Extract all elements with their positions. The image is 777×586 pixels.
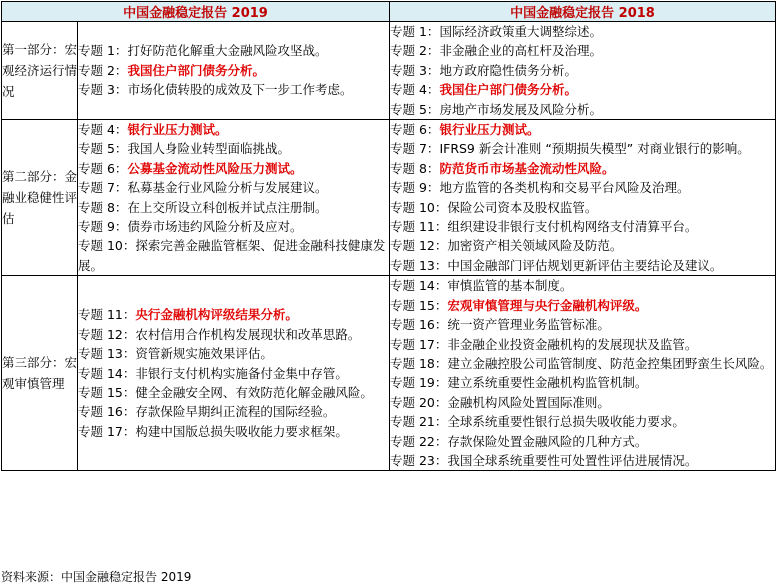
section-row-2 bbox=[2, 120, 776, 276]
report-comparison-table bbox=[1, 1, 776, 471]
topic-title: 统一资产管理业务监管标准。 bbox=[447, 317, 610, 333]
topic-number: 专题 14： bbox=[390, 278, 448, 294]
topic-number: 专题 20： bbox=[390, 394, 448, 410]
topic-item bbox=[390, 412, 775, 431]
topic-item bbox=[78, 120, 389, 139]
topic-item bbox=[390, 276, 775, 295]
topic-title: 在上交所设立科创板并试点注册制。 bbox=[127, 199, 328, 215]
topic-item bbox=[78, 325, 389, 344]
topic-title: 建立系统重要性金融机构监管机制。 bbox=[447, 375, 648, 391]
topic-item bbox=[78, 178, 389, 197]
topic-number: 专题 2： bbox=[78, 62, 128, 78]
topic-title-highlighted: 我国住户部门债务分析。 bbox=[439, 82, 577, 98]
topic-title: 全球系统重要性银行总损失吸收能力要求。 bbox=[447, 414, 685, 430]
topic-title: 探索完善金融监管框架、促进金融科技健康发展。 bbox=[78, 238, 386, 273]
header-row bbox=[2, 2, 776, 22]
topic-item bbox=[78, 217, 389, 236]
topic-title: 地方监管的各类机构和交易平台风险及治理。 bbox=[439, 180, 690, 196]
topic-number: 专题 12： bbox=[390, 238, 448, 254]
topic-item bbox=[390, 296, 775, 315]
topic-title: 地方政府隐性债务分析。 bbox=[439, 62, 577, 78]
topic-number: 专题 3： bbox=[390, 62, 440, 78]
topic-title: 存款保险早期纠正流程的国际经验。 bbox=[135, 404, 336, 420]
items-2019-section-3 bbox=[78, 276, 390, 471]
topic-number: 专题 14： bbox=[78, 365, 136, 381]
topic-item bbox=[390, 236, 775, 255]
topic-number: 专题 17： bbox=[390, 336, 448, 352]
topic-number: 专题 21： bbox=[390, 414, 448, 430]
topic-title: 组织建设非银行支付机构网络支付清算平台。 bbox=[447, 219, 698, 235]
header-2019: 中国金融稳定报告 2019 bbox=[2, 2, 390, 22]
topic-title: 非金融企业投资金融机构的发展现状及监管。 bbox=[447, 336, 698, 352]
topic-number: 专题 10： bbox=[78, 238, 136, 254]
topic-number: 专题 18： bbox=[390, 355, 448, 371]
items-2018-section-2 bbox=[390, 120, 776, 276]
topic-item bbox=[390, 315, 775, 334]
topic-item bbox=[390, 256, 775, 275]
topic-item bbox=[78, 159, 389, 178]
section-label-3: 第三部分：宏观审慎管理 bbox=[2, 276, 78, 471]
topic-item bbox=[78, 402, 389, 421]
topic-number: 专题 2： bbox=[390, 43, 440, 59]
topic-item bbox=[390, 22, 775, 41]
topic-item bbox=[390, 354, 775, 373]
topic-title: 非金融企业的高杠杆及治理。 bbox=[439, 43, 602, 59]
source-note: 资料来源：中国金融稳定报告 2019 bbox=[1, 570, 192, 584]
topic-number: 专题 1： bbox=[78, 43, 128, 59]
topic-title-highlighted: 央行金融机构评级结果分析。 bbox=[135, 307, 298, 323]
topic-title: 农村信用合作机构发展现状和改革思路。 bbox=[135, 326, 361, 342]
topic-title: 保险公司资本及股权监管。 bbox=[447, 199, 598, 215]
topic-item bbox=[78, 422, 389, 441]
topic-number: 专题 9： bbox=[390, 180, 440, 196]
topic-number: 专题 3： bbox=[78, 82, 128, 98]
topic-item bbox=[78, 305, 389, 324]
topic-title: 建立金融控股公司监管制度、防范金控集团野蛮生长风险。 bbox=[447, 355, 773, 371]
topic-number: 专题 13： bbox=[390, 257, 448, 273]
topic-title: 资管新规实施效果评估。 bbox=[135, 346, 273, 362]
topic-item bbox=[390, 41, 775, 60]
topic-number: 专题 1： bbox=[390, 24, 440, 39]
topic-number: 专题 23： bbox=[390, 452, 448, 468]
topic-title: 健全金融安全网、有效防范化解金融风险。 bbox=[135, 385, 373, 401]
items-2019-section-1 bbox=[78, 22, 390, 120]
topic-title: 我国人身险业转型面临挑战。 bbox=[127, 141, 290, 157]
topic-number: 专题 5： bbox=[390, 101, 440, 117]
topic-number: 专题 6： bbox=[78, 160, 128, 176]
section-label-1: 第一部分：宏观经济运行情况 bbox=[2, 22, 78, 120]
topic-title: 金融机构风险处置国际准则。 bbox=[447, 394, 610, 410]
topic-item bbox=[390, 393, 775, 412]
topic-title: 我国全球系统重要性可处置性评估进展情况。 bbox=[447, 452, 698, 468]
topic-title: IFRS9 新会计准则 “预期损失模型” 对商业银行的影响。 bbox=[439, 141, 750, 157]
topic-number: 专题 11： bbox=[390, 219, 448, 235]
topic-item bbox=[390, 373, 775, 392]
topic-title: 市场化债转股的成效及下一步工作考虑。 bbox=[127, 82, 353, 98]
topic-number: 专题 15： bbox=[390, 297, 448, 313]
topic-number: 专题 9： bbox=[78, 219, 128, 235]
topic-title-highlighted: 银行业压力测试。 bbox=[439, 122, 540, 138]
topic-item bbox=[390, 120, 775, 139]
topic-item bbox=[390, 80, 775, 99]
items-2019-section-2 bbox=[78, 120, 390, 276]
topic-item bbox=[390, 61, 775, 80]
topic-number: 专题 13： bbox=[78, 346, 136, 362]
topic-item bbox=[390, 139, 775, 158]
topic-item bbox=[390, 335, 775, 354]
topic-item bbox=[78, 41, 389, 60]
topic-item bbox=[78, 344, 389, 363]
items-2018-section-3 bbox=[390, 276, 776, 471]
topic-number: 专题 15： bbox=[78, 385, 136, 401]
topic-item bbox=[390, 451, 775, 470]
topic-title: 打好防范化解重大金融风险攻坚战。 bbox=[127, 43, 328, 59]
topic-item bbox=[78, 61, 389, 80]
topic-title: 债券市场违约风险分析及应对。 bbox=[127, 219, 303, 235]
topic-number: 专题 10： bbox=[390, 199, 448, 215]
topic-number: 专题 17： bbox=[78, 423, 136, 439]
items-2018-section-1 bbox=[390, 22, 776, 120]
topic-title-highlighted: 防范货币市场基金流动性风险。 bbox=[439, 160, 615, 176]
topic-number: 专题 6： bbox=[390, 122, 440, 138]
section-row-3 bbox=[2, 276, 776, 471]
topic-item bbox=[78, 80, 389, 99]
topic-item bbox=[390, 178, 775, 197]
topic-number: 专题 4： bbox=[390, 82, 440, 98]
topic-title-highlighted: 我国住户部门债务分析。 bbox=[127, 62, 265, 78]
topic-title: 私募基金行业风险分析与发展建议。 bbox=[127, 180, 328, 196]
topic-number: 专题 5： bbox=[78, 141, 128, 157]
topic-number: 专题 12： bbox=[78, 326, 136, 342]
topic-item bbox=[390, 159, 775, 178]
topic-title: 非银行支付机构实施备付金集中存管。 bbox=[135, 365, 348, 381]
topic-item bbox=[78, 139, 389, 158]
topic-item bbox=[78, 364, 389, 383]
topic-number: 专题 8： bbox=[78, 199, 128, 215]
topic-title: 构建中国版总损失吸收能力要求框架。 bbox=[135, 423, 348, 439]
topic-item bbox=[78, 236, 389, 275]
topic-item bbox=[390, 432, 775, 451]
topic-title-highlighted: 宏观审慎管理与央行金融机构评级。 bbox=[447, 297, 648, 313]
topic-title: 审慎监管的基本制度。 bbox=[447, 278, 573, 294]
topic-item bbox=[78, 198, 389, 217]
topic-number: 专题 16： bbox=[390, 317, 448, 333]
section-row-1 bbox=[2, 22, 776, 120]
topic-item bbox=[390, 198, 775, 217]
topic-title: 加密资产相关领域风险及防范。 bbox=[447, 238, 623, 254]
topic-title: 房地产市场发展及风险分析。 bbox=[439, 101, 602, 117]
topic-title-highlighted: 公募基金流动性风险压力测试。 bbox=[127, 160, 303, 176]
header-2018: 中国金融稳定报告 2018 bbox=[390, 2, 776, 22]
topic-number: 专题 8： bbox=[390, 160, 440, 176]
topic-number: 专题 4： bbox=[78, 122, 128, 138]
topic-title: 中国金融部门评估规划更新评估主要结论及建议。 bbox=[447, 257, 723, 273]
topic-number: 专题 19： bbox=[390, 375, 448, 391]
topic-title: 国际经济政策重大调整综述。 bbox=[439, 24, 602, 39]
topic-item bbox=[390, 217, 775, 236]
topic-number: 专题 7： bbox=[78, 180, 128, 196]
topic-number: 专题 22： bbox=[390, 433, 448, 449]
topic-number: 专题 11： bbox=[78, 307, 136, 323]
section-label-2: 第二部分：金融业稳健性评估 bbox=[2, 120, 78, 276]
topic-item bbox=[390, 100, 775, 119]
topic-number: 专题 16： bbox=[78, 404, 136, 420]
topic-item bbox=[78, 383, 389, 402]
topic-title: 存款保险处置金融风险的几种方式。 bbox=[447, 433, 648, 449]
topic-title-highlighted: 银行业压力测试。 bbox=[127, 122, 228, 138]
topic-number: 专题 7： bbox=[390, 141, 440, 157]
